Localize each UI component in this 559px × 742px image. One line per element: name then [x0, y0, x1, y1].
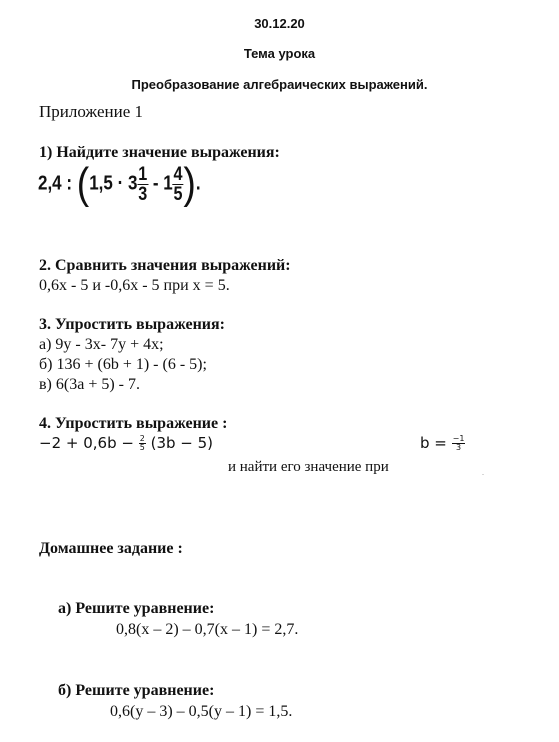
task4-expr-right: (3b − 5) — [150, 434, 214, 452]
task4-title: 4. Упростить выражение : — [39, 415, 228, 432]
task4-expression — [39, 434, 213, 452]
stray-dot: . — [482, 468, 484, 477]
task1-expression — [38, 159, 201, 208]
expr-a: 1,5 · 3 — [89, 172, 138, 195]
expr-end: . — [195, 172, 201, 195]
lesson-topic: Преобразование алгебраических выражений. — [131, 77, 428, 92]
b-label: b = — [420, 434, 447, 452]
expr-mid: - 1 — [148, 172, 173, 195]
left-paren: ( — [76, 159, 90, 208]
task3-title: 3. Упростить выражения: — [39, 316, 225, 333]
task2-title: 2. Сравнить значения выражений: — [39, 257, 291, 274]
task4-expr-left: −2 + 0,6b − — [39, 434, 134, 452]
fraction-2-5: $\frac{2}{5}$ — [139, 434, 145, 452]
homework-title: Домашнее задание : — [39, 540, 183, 557]
homework-b-title: б) Решите уравнение: — [58, 682, 215, 699]
lesson-topic-label: Тема урока — [243, 46, 316, 61]
homework-b-equation: 0,6(y – 3) – 0,5(y – 1) = 1,5. — [110, 703, 293, 720]
fraction-neg1-3: $\frac{-1}{3}$ — [452, 434, 465, 452]
right-paren: ) — [183, 159, 196, 208]
task3-item-b: б) 136 + (6b + 1) - (6 - 5); — [39, 356, 207, 373]
b-value — [420, 434, 465, 452]
date: 30.12.20 — [254, 16, 305, 31]
task3-item-c: в) 6(3a + 5) - 7. — [39, 376, 140, 393]
task2-text: 0,6x - 5 и -0,6x - 5 при x = 5. — [39, 277, 230, 294]
appendix-label: Приложение 1 — [39, 102, 143, 121]
homework-a-title: а) Решите уравнение: — [58, 600, 215, 617]
fraction-1-3: $\frac{1}{3}$ — [138, 163, 148, 205]
fraction-4-5: $\frac{4}{5}$ — [173, 163, 183, 205]
task3-item-a: а) 9y - 3x- 7y + 4x; — [39, 336, 164, 353]
homework-a-equation: 0,8(x – 2) – 0,7(x – 1) = 2,7. — [116, 621, 299, 638]
task1-title: 1) Найдите значение выражения: — [39, 144, 280, 161]
expr-lead: 2,4 : — [38, 172, 73, 195]
task4-find-text: и найти его значение при — [228, 459, 389, 475]
